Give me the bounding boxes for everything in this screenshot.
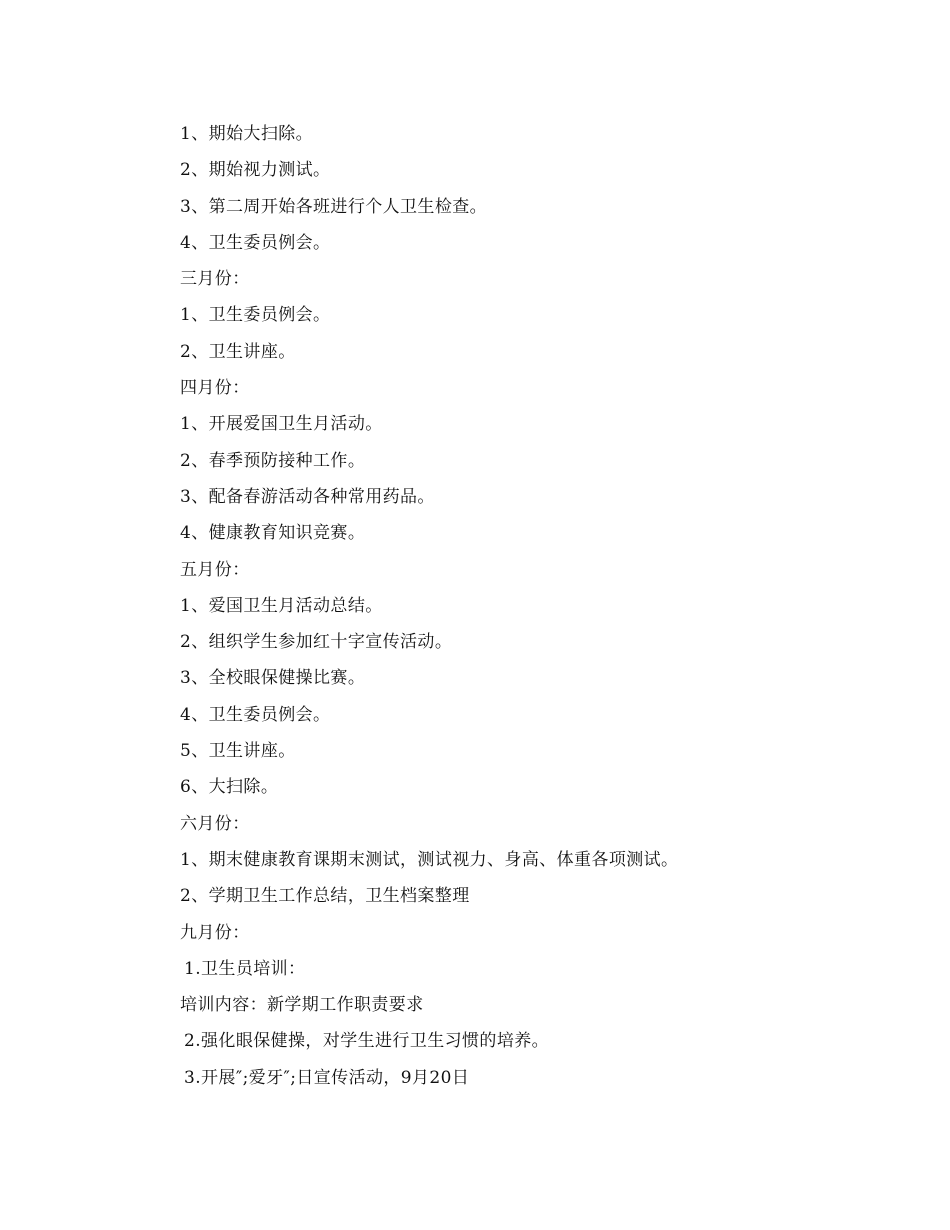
document-body (180, 116, 880, 1096)
document-line: 3、第二周开始各班进行个人卫生检查。 (180, 196, 488, 217)
document-line: 4、卫生委员例会。 (180, 704, 331, 725)
document-line: 培训内容：新学期工作职责要求 (180, 995, 424, 1016)
document-line: 2、组织学生参加红十字宣传活动。 (180, 632, 453, 653)
document-line: 3、全校眼保健操比赛。 (180, 668, 366, 689)
document-line: 2.强化眼保健操，对学生进行卫生习惯的培养。 (184, 1031, 550, 1052)
document-line: 1、期末健康教育课期末测试，测试视力、身高、体重各项测试。 (180, 849, 679, 870)
section-heading-may: 五月份： (180, 559, 250, 580)
document-line: 4、健康教育知识竞赛。 (180, 523, 366, 544)
section-heading-september: 九月份： (180, 922, 250, 943)
document-line: 1、期始大扫除。 (180, 124, 314, 144)
document-line: 3.开展″;爱牙″;日宣传活动，9月20日 (184, 1067, 470, 1088)
section-heading-april: 四月份： (180, 378, 250, 399)
document-line: 2、卫生讲座。 (180, 341, 296, 362)
document-line: 2、期始视力测试。 (180, 160, 331, 181)
document-line: 1、开展爱国卫生月活动。 (180, 414, 383, 435)
document-line: 4、卫生委员例会。 (180, 232, 331, 253)
document-line: 1.卫生员培训： (184, 958, 306, 979)
section-heading-march: 三月份： (180, 269, 250, 290)
document-line: 6、大扫除。 (180, 777, 279, 798)
document-line: 2、春季预防接种工作。 (180, 450, 366, 471)
document-line: 1、卫生委员例会。 (180, 305, 331, 326)
document-line: 1、爱国卫生月活动总结。 (180, 595, 383, 616)
document-line: 5、卫生讲座。 (180, 741, 296, 762)
document-line: 2、学期卫生工作总结，卫生档案整理 (180, 886, 470, 907)
section-heading-june: 六月份： (180, 813, 250, 834)
document-line: 3、配备春游活动各种常用药品。 (180, 486, 435, 507)
